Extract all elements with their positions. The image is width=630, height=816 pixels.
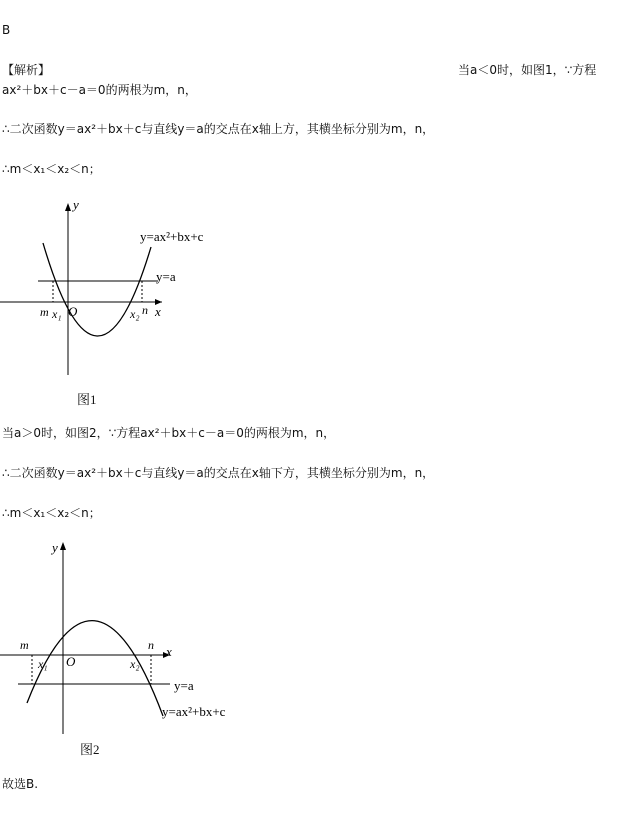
answer-letter: B bbox=[2, 23, 11, 37]
conclusion: 故选B. bbox=[2, 777, 39, 791]
fig1-line-label: y=a bbox=[156, 269, 176, 284]
analysis-line-2: ∴二次函数y＝ax²＋bx＋c与直线y＝a的交点在x轴上方，其横坐标分别为m，n， bbox=[2, 122, 435, 136]
fig1-m-label: m bbox=[40, 305, 49, 319]
fig2-x-label: x bbox=[166, 644, 172, 659]
analysis-line-0: 当a＜0时，如图1，∵方程 bbox=[458, 63, 597, 77]
fig2-origin-label: O bbox=[66, 654, 76, 669]
case2-line-3: ∴m＜x₁＜x₂＜n； bbox=[2, 506, 101, 520]
figure-2 bbox=[0, 538, 260, 738]
fig2-x1-label: x₁ bbox=[38, 657, 48, 671]
fig2-curve-label: y=ax²+bx+c bbox=[162, 704, 226, 719]
fig1-y-arrow bbox=[65, 203, 71, 211]
fig2-m-label: m bbox=[20, 638, 29, 652]
fig1-x1-label: x₁ bbox=[52, 307, 62, 321]
fig1-origin-label: O bbox=[68, 304, 78, 319]
figure-1-caption: 图1 bbox=[77, 392, 97, 407]
fig1-x-label: x bbox=[155, 304, 161, 319]
fig2-n-label: n bbox=[148, 638, 154, 652]
fig2-x2-label: x₂ bbox=[130, 657, 140, 671]
fig1-n-label: n bbox=[142, 303, 148, 317]
fig2-line-label: y=a bbox=[174, 678, 194, 693]
fig1-parabola bbox=[43, 243, 151, 336]
case2-line-1: 当a＞0时，如图2，∵方程ax²＋bx＋c－a＝0的两根为m，n， bbox=[2, 426, 336, 440]
analysis-tag: 【解析】 bbox=[2, 63, 51, 77]
fig1-curve-label: y=ax²+bx+c bbox=[140, 229, 204, 244]
fig2-y-label: y bbox=[52, 540, 58, 555]
fig1-x2-label: x₂ bbox=[130, 307, 140, 321]
figure-1 bbox=[0, 195, 230, 385]
fig1-y-label: y bbox=[73, 197, 79, 212]
analysis-line-1: ax²＋bx＋c－a＝0的两根为m，n， bbox=[2, 83, 197, 97]
case2-line-2: ∴二次函数y＝ax²＋bx＋c与直线y＝a的交点在x轴下方，其横坐标分别为m，n， bbox=[2, 466, 435, 480]
analysis-line-3: ∴m＜x₁＜x₂＜n； bbox=[2, 162, 101, 176]
figure-2-caption: 图2 bbox=[80, 742, 100, 757]
fig2-y-arrow bbox=[60, 542, 66, 550]
